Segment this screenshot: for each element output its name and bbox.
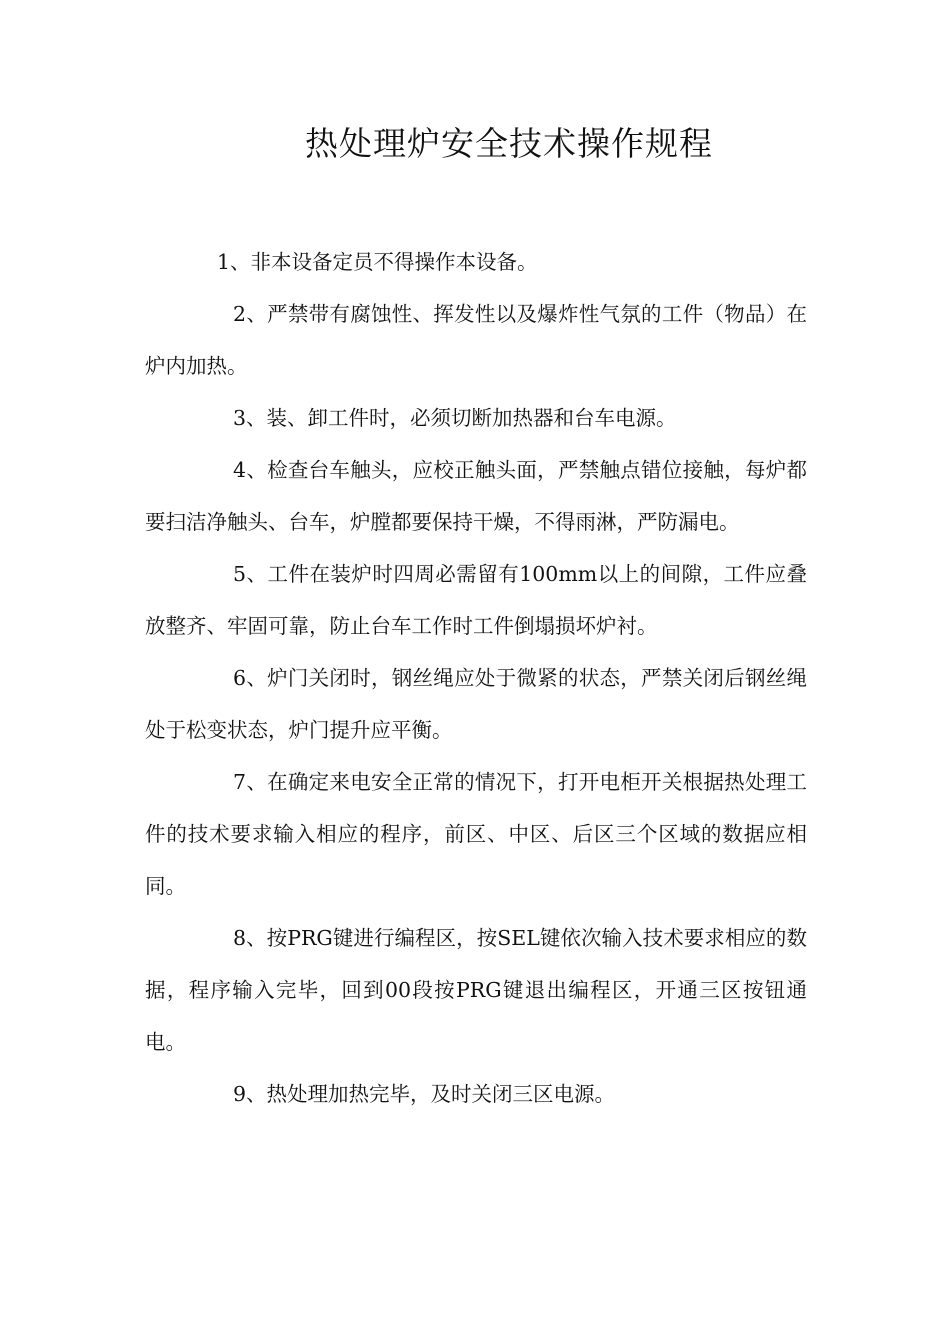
paragraph-item-8: 8、按PRG键进行编程区，按SEL键依次输入技术要求相应的数据，程序输入完毕，回到00段按PRG键退出编程区，开通三区按钮通电。 <box>145 926 807 1054</box>
paragraph-item-1: 1、非本设备定员不得操作本设备。 <box>217 250 538 274</box>
paragraph-item-9: 9、热处理加热完毕，及时关闭三区电源。 <box>233 1082 616 1106</box>
paragraph-item-6: 6、炉门关闭时，钢丝绳应处于微紧的状态，严禁关闭后钢丝绳处于松变状态，炉门提升应平衡。 <box>145 666 807 742</box>
paragraph-item-7: 7、在确定来电安全正常的情况下，打开电柜开关根据热处理工件的技术要求输入相应的程序，前区、中区、后区三个区域的数据应相同。 <box>145 770 807 898</box>
paragraph-item-4: 4、检查台车触头，应校正触头面，严禁触点错位接触，每炉都要扫洁净触头、台车，炉膛都要保持干燥，不得雨淋，严防漏电。 <box>145 458 807 534</box>
document-title: 热处理炉安全技术操作规程 <box>305 124 713 163</box>
paragraph-item-2: 2、严禁带有腐蚀性、挥发性以及爆炸性气氛的工件（物品）在炉内加热。 <box>145 302 807 378</box>
paragraph-item-5: 5、工件在装炉时四周必需留有100mm以上的间隙，工件应叠放整齐、牢固可靠，防止台车工作时工件倒塌损坏炉衬。 <box>145 562 807 638</box>
paragraph-item-3: 3、装、卸工件时，必须切断加热器和台车电源。 <box>233 406 677 430</box>
document-body <box>145 236 807 1120</box>
